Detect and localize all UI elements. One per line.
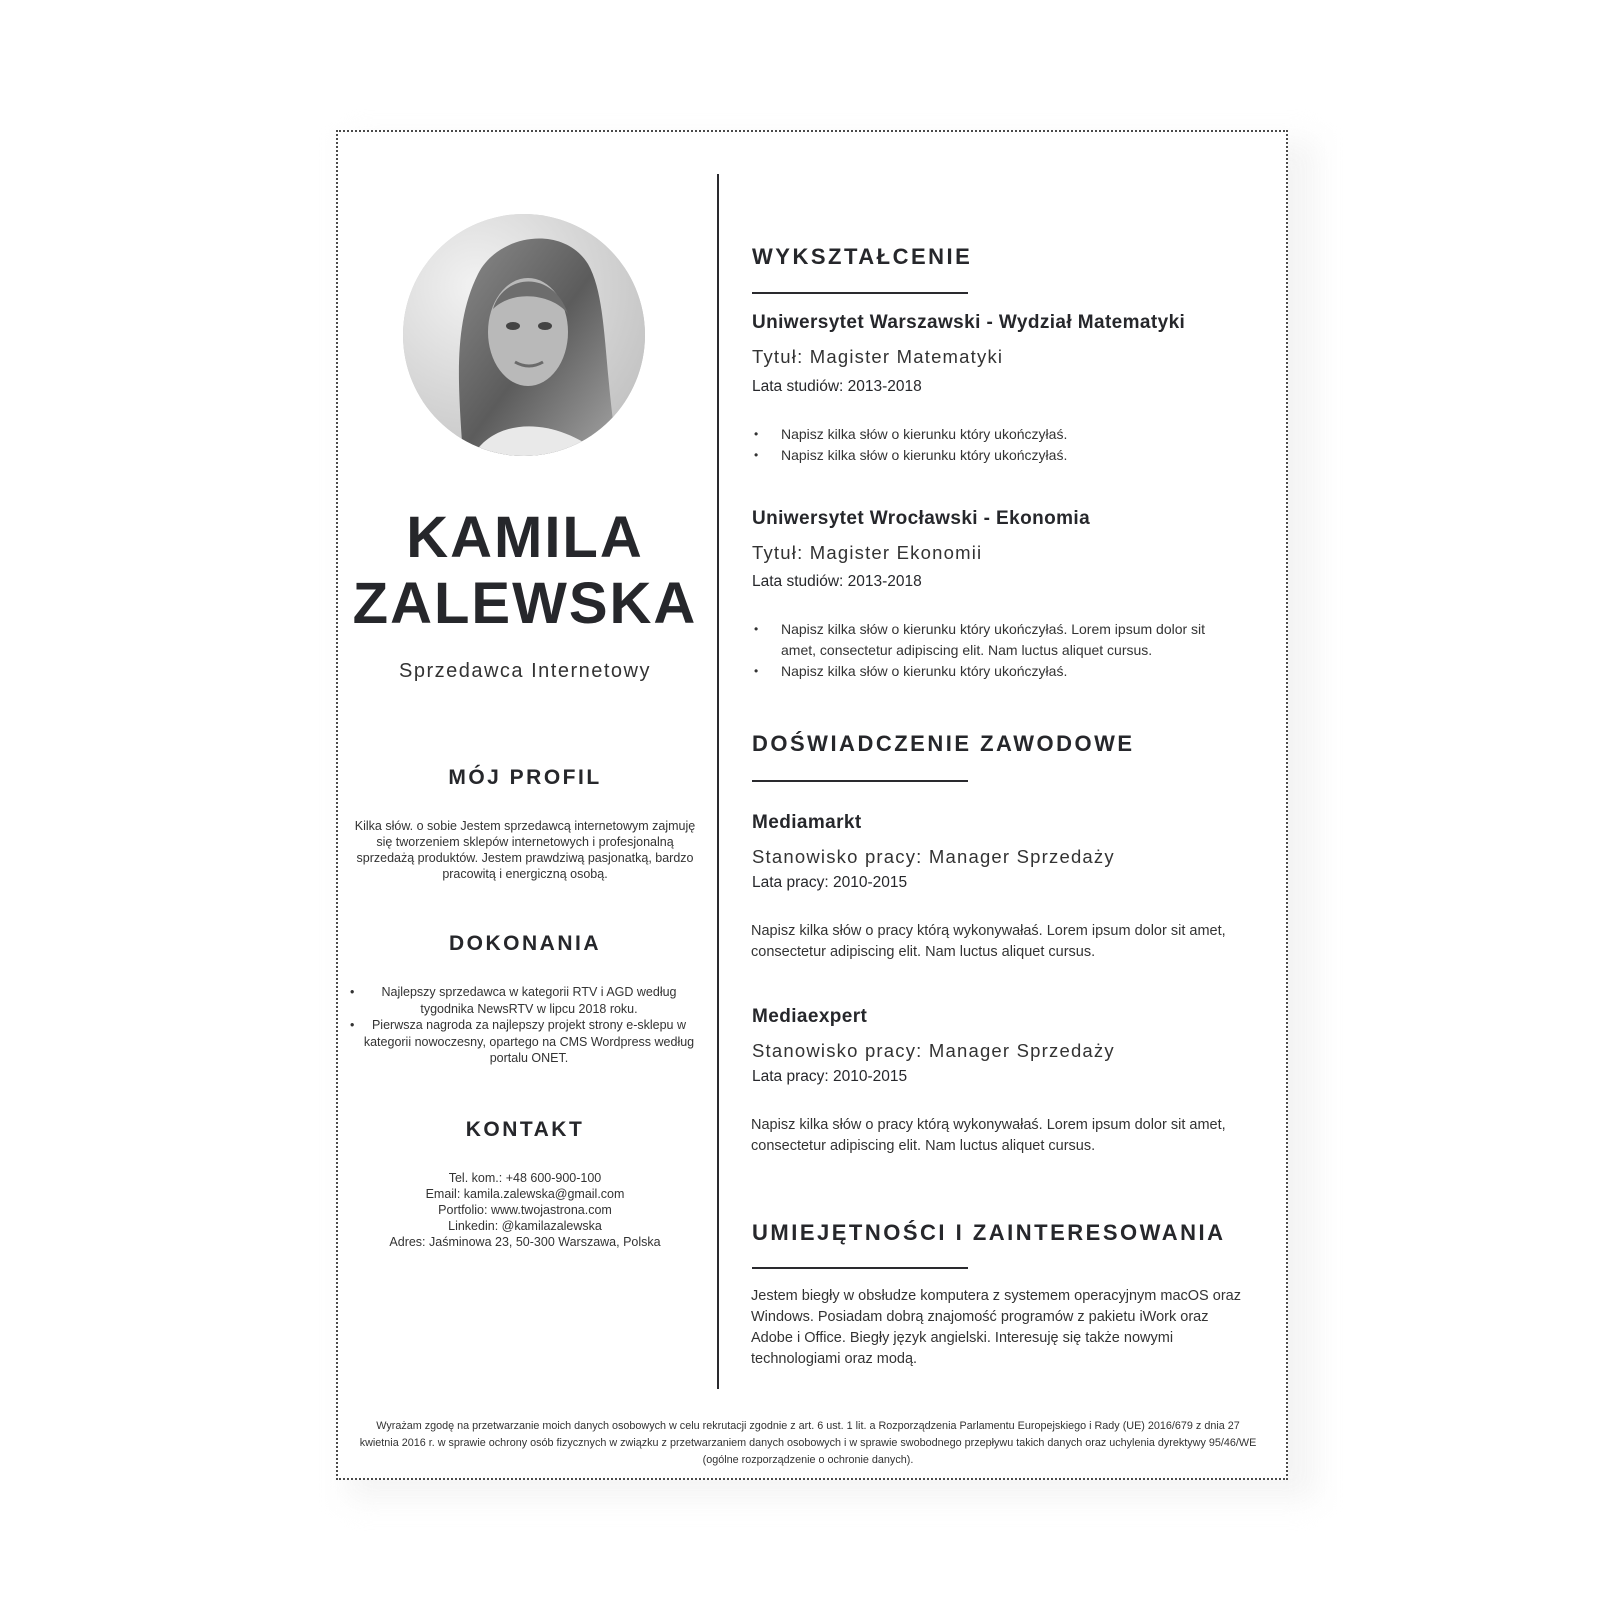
- skills-heading: UMIEJĘTNOŚCI I ZAINTERESOWANIA: [752, 1220, 1226, 1245]
- contact-address: Adres: Jaśminowa 23, 50-300 Warszawa, Polska: [389, 1235, 661, 1249]
- contact-details: [340, 1170, 710, 1250]
- education-degree: Tytuł: Magister Matematyki: [752, 346, 1004, 367]
- skills-rule: [752, 1267, 968, 1269]
- first-name: KAMILA: [406, 505, 644, 570]
- education-rule: [752, 292, 968, 294]
- contact-linkedin: Linkedin: @kamilazalewska: [448, 1219, 602, 1233]
- education-bullet: • Napisz kilka słów o kierunku który ukończyłaś.: [752, 445, 1242, 466]
- education-school: Uniwersytet Wrocławski - Ekonomia: [752, 508, 1091, 529]
- education-bullet: • Napisz kilka słów o kierunku który ukończyłaś.: [752, 424, 1242, 445]
- portrait-image: [403, 214, 645, 456]
- gdpr-consent: Wyrażam zgodę na przetwarzanie moich danych osobowych w celu rekrutacji zgodnie z art. 6 ust. 1 lit. a Rozporządzenia Parlamentu Europejskiego i Rady (UE) 2016/679 z dnia 27 kwietnia 2016 r. w sprawie ochrony osób fizycznych w związku z przetwarzaniem danych osobowych i w sprawie swobodnego przepływu takich danych oraz uchylenia dyrektywy 95/46/WE (ogólne rozporządzenie o ochronie danych).: [359, 1420, 1257, 1466]
- achievement-item: • Pierwsza nagroda za najlepszy projekt strony e-sklepu w kategorii nowoczesny, opartego na CMS Wordpress według portalu ONET.: [350, 1017, 698, 1067]
- contact-email: Email: kamila.zalewska@gmail.com: [425, 1187, 625, 1201]
- experience-company: Mediamarkt: [752, 812, 862, 833]
- skills-text: Jestem biegły w obsłudze komputera z systemem operacyjnym macOS oraz Windows. Posiadam dobrą znajomość programów z pakietu iWork oraz Adobe i Office. Biegły język angielski. Interesuję się także nowymi technologiami oraz modą.: [751, 1288, 1241, 1367]
- experience-role: Stanowisko pracy: Manager Sprzedaży: [752, 1040, 1115, 1061]
- profile-heading: MÓJ PROFIL: [448, 766, 602, 789]
- experience-company: Mediaexpert: [752, 1006, 868, 1027]
- experience-role: Stanowisko pracy: Manager Sprzedaży: [752, 846, 1115, 867]
- education-years: Lata studiów: 2013-2018: [752, 378, 922, 395]
- experience-rule: [752, 780, 968, 782]
- profile-photo: [403, 214, 645, 456]
- education-bullets: [752, 424, 1242, 466]
- achievement-item: • Najlepszy sprzedawca w kategorii RTV i AGD według tygodnika NewsRTV w lipcu 2018 roku.: [350, 984, 698, 1017]
- education-bullets: [752, 619, 1242, 682]
- achievements-list: [350, 984, 698, 1067]
- experience-years: Lata pracy: 2010-2015: [752, 1068, 908, 1085]
- column-divider: [717, 174, 719, 1389]
- contact-portfolio: Portfolio: www.twojastrona.com: [438, 1203, 612, 1217]
- education-heading: WYKSZTAŁCENIE: [752, 244, 973, 269]
- education-bullet: • Napisz kilka słów o kierunku który ukończyłaś.: [752, 661, 1242, 682]
- profile-text: Kilka słów. o sobie Jestem sprzedawcą internetowym zajmuję się tworzeniem sklepów internetowych i profesjonalną sprzedażą produktów. Jestem prawdziwą pasjonatką, bardzo pracowitą i energiczną osobą.: [354, 819, 696, 881]
- experience-description: Napisz kilka słów o pracy którą wykonywałaś. Lorem ipsum dolor sit amet, consectetur adipiscing elit. Nam luctus aliquet cursus.: [751, 1117, 1226, 1154]
- education-school: Uniwersytet Warszawski - Wydział Matematyki: [752, 312, 1186, 333]
- education-degree: Tytuł: Magister Ekonomii: [752, 542, 983, 563]
- last-name: ZALEWSKA: [352, 571, 698, 636]
- experience-description: Napisz kilka słów o pracy którą wykonywałaś. Lorem ipsum dolor sit amet, consectetur adipiscing elit. Nam luctus aliquet cursus.: [751, 923, 1226, 960]
- education-bullet: • Napisz kilka słów o kierunku który ukończyłaś. Lorem ipsum dolor sit amet, consectetur adipiscing elit. Nam luctus aliquet cursus.: [752, 619, 1242, 661]
- experience-heading: DOŚWIADCZENIE ZAWODOWE: [752, 731, 1135, 756]
- achievements-heading: DOKONANIA: [449, 932, 601, 955]
- contact-phone: Tel. kom.: +48 600-900-100: [448, 1171, 602, 1185]
- experience-years: Lata pracy: 2010-2015: [752, 874, 908, 891]
- job-title: Sprzedawca Internetowy: [398, 660, 651, 682]
- contact-heading: KONTAKT: [465, 1118, 585, 1141]
- education-years: Lata studiów: 2013-2018: [752, 573, 922, 590]
